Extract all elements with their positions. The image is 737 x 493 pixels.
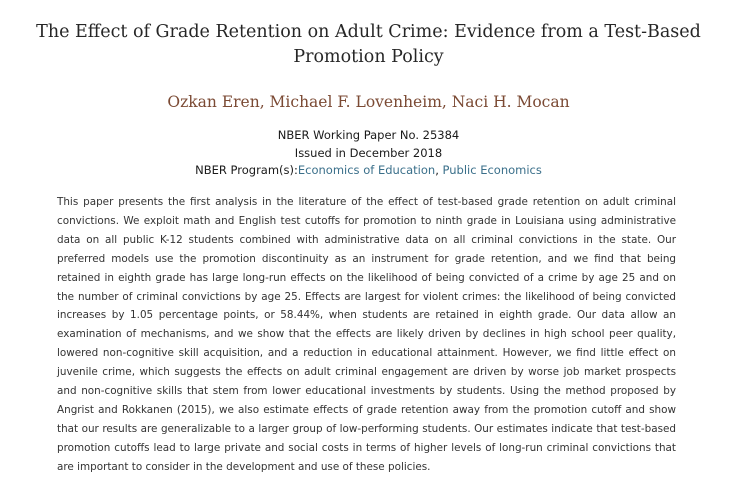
program-separator: , [435,163,443,177]
program-link-public-economics[interactable]: Public Economics [442,163,542,177]
issue-date: Issued in December 2018 [294,145,443,160]
paper-title: The Effect of Grade Retention on Adult Crime: Evidence from a Test-Based Promotion Policy [36,22,701,67]
programs-line [8,162,729,180]
paper-metadata [8,127,729,180]
program-link-economics-of-education[interactable]: Economics of Education [297,163,436,177]
working-paper-number: NBER Working Paper No. 25384 [277,128,460,142]
paper-authors: Ozkan Eren, Michael F. Lovenheim, Naci H. Mocan [167,93,570,111]
paper-abstract: This paper presents the first analysis in the literature of the effect of test-based grade retention on adult criminal convictions. We exploit math and English test cutoffs for promotion to ninth grade in Louisiana using administrative data on all public K-12 students combined with administrative data on all criminal convictions in the state. Our preferred models use the promotion discontinuity as an instrument for grade retention, and we find that being retained in eighth grade has large long-run effects on the likelihood of being convicted of a crime by age 25 and on the number of criminal convictions by age 25. Effects are largest for violent crimes: the likelihood of being convicted increases by 1.05 percentage points, or 58.44%, when students are retained in eighth grade. Our data allow an examination of mechanisms, and we show that the effects are likely driven by declines in high school peer quality, lowered non-cognitive skill acquisition, and a reduction in educational attainment. However, we find little effect on juvenile crime, which suggests the effects on adult criminal engagement are driven by worse job market prospects and non-cognitive skills that stem from lower educational investments by students. Using the method proposed by Angrist and Rokkanen (2015), we also estimate effects of grade retention away from the promotion cutoff and show that our results are generalizable to a larger group of low-performing students. Our estimates indicate that test-based promotion cutoffs lead to large private and social costs in terms of higher levels of long-run criminal convictions that are important to consider in the development and use of these policies. [57,196,676,473]
programs-label: NBER Program(s): [195,163,298,177]
